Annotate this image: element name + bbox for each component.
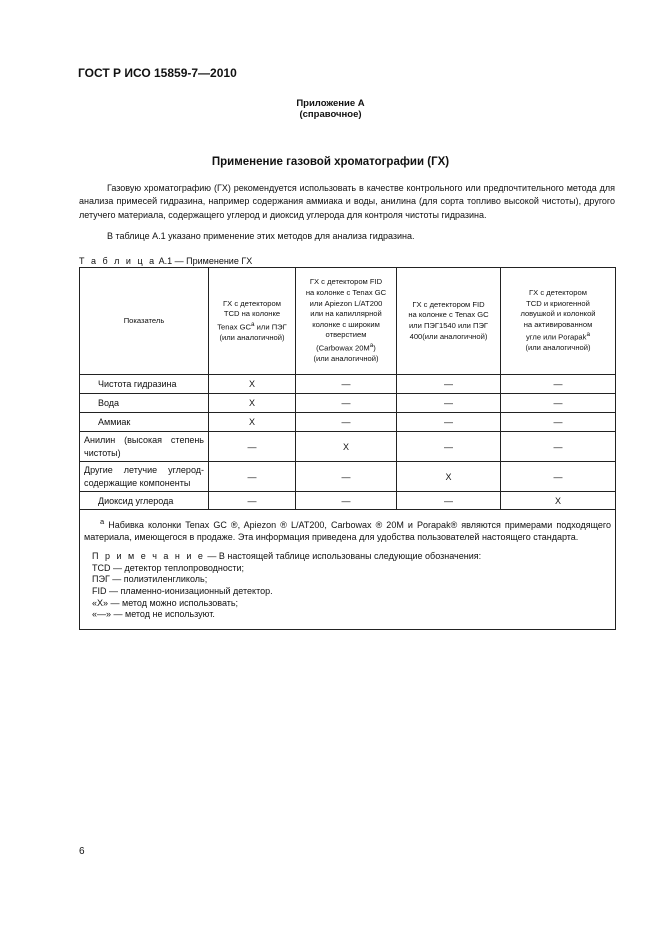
row-label: Диоксид углерода	[80, 492, 209, 510]
footnote-mark: a	[100, 517, 105, 526]
table-cell: X	[397, 462, 501, 492]
table-caption-label: Т а б л и ц а	[79, 256, 157, 266]
note-item: «X» — метод можно использовать;	[92, 597, 239, 608]
table-cell: X	[209, 394, 296, 413]
row-label: Анилин (высокая степень чистоты)	[80, 432, 209, 462]
table-cell: —	[501, 394, 616, 413]
column-header-tcd-cryogenic: ГХ с детектором TCD и криогенной ловушкой и колонкой на активированном угле или Porapak$^a$ (или аналогичной)	[501, 268, 616, 375]
row-label: Аммиак	[80, 413, 209, 432]
note-intro: — В настоящей таблице использованы следующие обозначения:	[207, 551, 482, 562]
table-cell: —	[397, 375, 501, 394]
column-header-fid-peg: ГХ с детектором FID на колонке с Tenax GC или ПЭГ1540 или ПЭГ 400(или аналогичной)	[397, 268, 501, 375]
note-item: TCD — детектор теплопроводности;	[92, 562, 245, 573]
row-label: Вода	[80, 394, 209, 413]
table-cell: X	[209, 375, 296, 394]
table-cell: —	[296, 375, 397, 394]
column-header-fid-capillary: ГХ с детектором FID на колонке с Tenax GC или Apiezon L/AT200 или на капиллярной колонке с широким отверстием (Carbowax $20M^a$) (или аналогичной)	[296, 268, 397, 375]
table-cell: —	[397, 492, 501, 510]
table-cell: —	[209, 462, 296, 492]
table-row	[80, 375, 616, 394]
table-cell: —	[209, 432, 296, 462]
table-cell: X	[209, 413, 296, 432]
table-cell: X	[501, 492, 616, 510]
column-header-tcd: ГХ с детектором TCD на колонке Tenax $GC^a$ или ПЭГ (или аналогичной)	[209, 268, 296, 375]
section-title: Применение газовой хроматографии (ГХ)	[211, 156, 450, 168]
table-row	[80, 394, 616, 413]
table-header-row	[80, 268, 616, 375]
table-cell: —	[209, 492, 296, 510]
table-cell: —	[501, 462, 616, 492]
row-label: Чистота гидразина	[80, 375, 209, 394]
table-cell: —	[397, 432, 501, 462]
table-cell: —	[397, 394, 501, 413]
table-cell: —	[296, 492, 397, 510]
paragraph-2: В таблице А.1 указано применение этих методов для анализа гидразина.	[107, 231, 415, 241]
table-caption	[79, 256, 252, 266]
table-row	[80, 492, 616, 510]
footnote-text: Набивка колонки Tenax GC ®, Apiezon ® L/AT200, Carbowax ® 20M и Porapak® являются примерами подходящего материала, имеющегося в продаже. Эта информация приведена для удобства пользователей настоящего стандарта.	[84, 520, 611, 542]
note-item: «—» — метод не используют.	[92, 609, 215, 620]
table-caption-text: — Применение ГХ	[174, 256, 253, 266]
table-cell: —	[296, 413, 397, 432]
annex-heading	[0, 98, 661, 120]
note	[84, 551, 611, 621]
table-row	[80, 413, 616, 432]
table-cell: —	[296, 394, 397, 413]
paragraph-1: Газовую хроматографию (ГХ) рекомендуется использовать в качестве контрольного или предпочтительного метода для анализа примесей гидразина, например содержания аммиака и воды, анилина (для сорта топливо высокой чистоты), другого летучего материала, содержащего углерод и диоксид углерода для контроля чистоты гидразина.	[79, 183, 615, 220]
table-cell: —	[501, 432, 616, 462]
application-table	[79, 267, 616, 630]
document-header: ГОСТ Р ИСО 15859-7—2010	[78, 66, 237, 80]
note-item: FID — пламенно-ионизационный детектор.	[92, 585, 273, 596]
column-header-indicator: Показатель	[80, 268, 209, 375]
table-notes	[80, 510, 616, 630]
table-cell: —	[397, 413, 501, 432]
table-row	[80, 432, 616, 462]
annex-subtitle: (справочное)	[299, 109, 362, 120]
row-label: Другие летучие углерод-содержащие компоненты	[80, 462, 209, 492]
annex-title: Приложение А	[296, 98, 365, 109]
note-item: ПЭГ — полиэтиленгликоль;	[92, 574, 208, 585]
page-number: 6	[79, 846, 85, 857]
note-label: П р и м е ч а н и е	[92, 551, 205, 562]
table-notes-row	[80, 510, 616, 630]
table-cell: —	[501, 375, 616, 394]
table-cell: X	[296, 432, 397, 462]
table-caption-number: А.1	[158, 256, 173, 266]
table-cell: —	[296, 462, 397, 492]
footnote	[84, 516, 611, 543]
table-cell: —	[501, 413, 616, 432]
table-row	[80, 462, 616, 492]
